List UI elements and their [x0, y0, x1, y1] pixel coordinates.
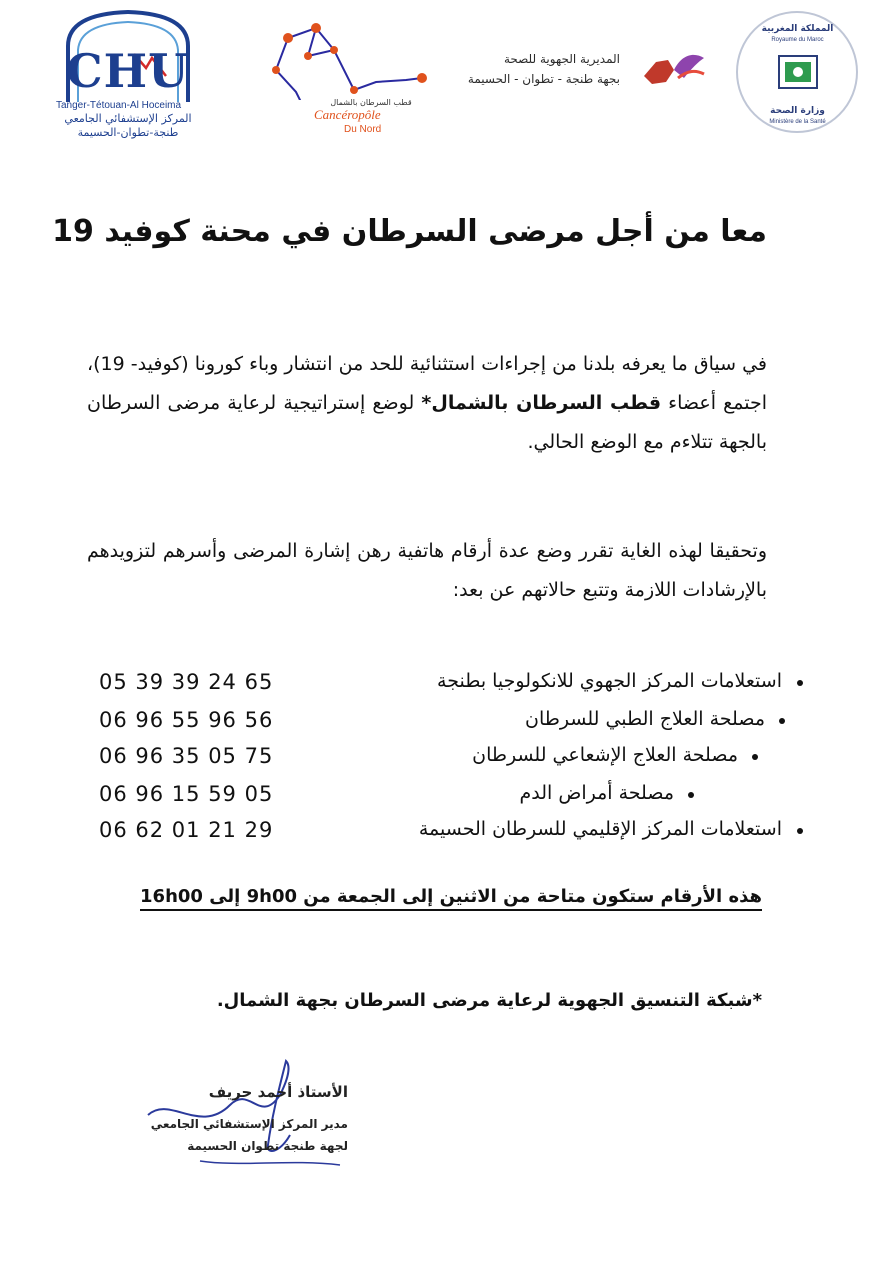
contact-row: [95, 744, 885, 774]
contact-label: مصلحة أمراض الدم: [519, 782, 674, 804]
contact-label: مصلحة العلاج الإشعاعي للسرطان: [472, 744, 738, 766]
canceropole-name: Cancéropôle: [314, 107, 381, 122]
chu-arabic-region: طنجة-تطوان-الحسيمة: [77, 126, 179, 139]
intro-paragraph: [87, 345, 767, 462]
ministry-name-arabic: وزارة الصحة: [770, 106, 825, 116]
bullet-icon: [752, 754, 758, 760]
canceropole-arabic-name: قطب السرطان بالشمال: [330, 98, 412, 107]
contact-row: [95, 708, 885, 738]
ministry-of-health-seal: [735, 10, 860, 135]
phone-number: 06 62 01 21 29: [99, 818, 274, 842]
regional-health-direction-logo: [460, 40, 710, 100]
direction-name: المديرية الجهوية للصحة: [503, 52, 620, 66]
phone-number: 06 96 55 96 56: [99, 708, 274, 732]
availability-hours: هذه الأرقام ستكون متاحة من الاثنين إلى الجمعة من 9h00 إلى 16h00: [140, 886, 762, 911]
contact-row: [95, 670, 885, 700]
chu-wordmark: CHU: [66, 44, 190, 98]
signatory-region: لجهة طنجة تطوان الحسيمة: [187, 1139, 348, 1153]
contact-label: استعلامات المركز الإقليمي للسرطان الحسيمة: [418, 818, 782, 840]
bullet-icon: [779, 718, 785, 724]
phone-number: 05 39 39 24 65: [99, 670, 274, 694]
ministry-kingdom-french: Royaume du Maroc: [771, 37, 824, 43]
chu-latin-name: Tanger-Tétouan-Al Hoceima: [56, 100, 182, 111]
canceropole-network-icon: [266, 20, 436, 100]
contact-label: مصلحة العلاج الطبي للسرطان: [525, 708, 765, 730]
ministry-kingdom-arabic: المملكة المغربية: [761, 24, 834, 34]
intro-bold-org: قطب السرطان بالشمال*: [421, 392, 662, 414]
signatory-name: الأستاذ أحمد حريف: [208, 1083, 348, 1101]
signature-block: [140, 1055, 380, 1185]
direction-region: بجهة طنجة - تطوان - الحسيمة: [467, 72, 620, 86]
phone-number: 06 96 35 05 75: [99, 744, 274, 768]
ministry-name-french: Ministère de la Santé: [769, 119, 826, 125]
bullet-icon: [797, 828, 803, 834]
bullet-icon: [688, 792, 694, 798]
intro-text-end: لوضع إستراتيجية لرعاية مرضى السرطان بالجهة تتلاءم مع الوضع الحالي.: [87, 392, 767, 453]
network-footnote: *شبكة التنسيق الجهوية لرعاية مرضى السرطان بجهة الشمال.: [216, 990, 762, 1011]
signatory-title: مدير المركز الإستشفائي الجامعي: [150, 1117, 348, 1131]
canceropole-sub: Du Nord: [344, 124, 382, 135]
morocco-map-icon: [638, 48, 708, 90]
purpose-paragraph: وتحقيقا لهذه الغاية تقرر وضع عدة أرقام هاتفية رهن إشارة المرضى وأسرهم لتزويدهم بالإرشادات اللازمة وتتبع حالاتهم عن بعد:: [87, 540, 767, 601]
phone-number: 06 96 15 59 05: [99, 782, 274, 806]
intro-text-start: في سياق ما يعرفه بلدنا من إجراءات استثنائية للحد من انتشار وباء كورونا (كوفيد- 19)، اجتمع أعضاء: [87, 353, 767, 414]
contact-label: استعلامات المركز الجهوي للانكولوجيا بطنجة: [437, 670, 782, 692]
chu-arabic-name: المركز الإستشفائي الجامعي: [64, 112, 192, 125]
bullet-icon: [797, 680, 803, 686]
contact-row: [95, 782, 885, 812]
contact-row: [95, 818, 885, 848]
canceropole-logo: [266, 20, 436, 135]
page-title: معا من أجل مرضى السرطان في محنة كوفيد 19: [52, 214, 767, 249]
chu-logo: [48, 6, 208, 139]
